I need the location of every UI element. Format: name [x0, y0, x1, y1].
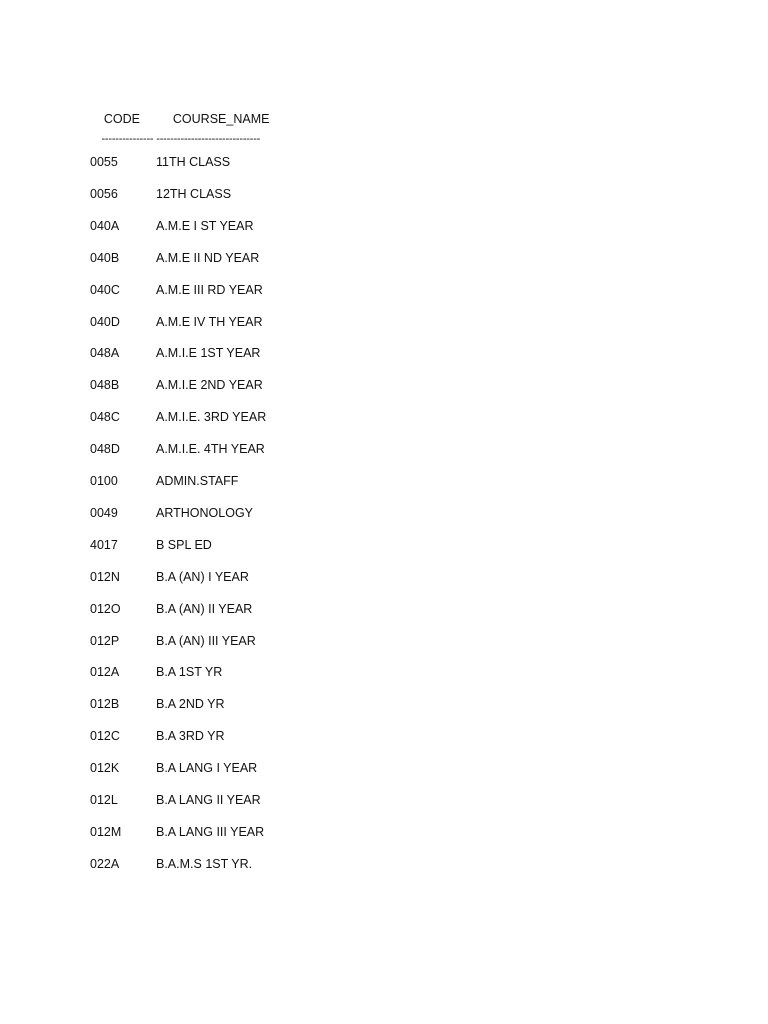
course-row	[90, 184, 231, 204]
course-row	[90, 280, 263, 300]
course-code: 0055	[90, 155, 118, 169]
course-code: 0056	[90, 186, 118, 201]
course-name: B.A LANG II YEAR	[156, 793, 261, 807]
course-name: A.M.E II ND YEAR	[156, 250, 260, 265]
course-row	[90, 503, 253, 523]
course-name: A.M.E IV TH YEAR	[156, 314, 263, 329]
course-code: 012O	[90, 601, 121, 616]
course-row	[90, 662, 222, 682]
course-row	[90, 375, 263, 395]
course-row	[90, 758, 257, 778]
course-name: A.M.I.E 1ST YEAR	[156, 346, 261, 361]
course-name: 11TH CLASS	[156, 155, 231, 169]
course-name: ARTHONOLOGY	[156, 505, 254, 520]
course-row	[90, 822, 264, 842]
course-code: 022A	[90, 856, 120, 871]
course-row	[90, 854, 252, 874]
course-row	[90, 631, 256, 651]
course-name: B.A 1ST YR	[156, 665, 223, 680]
course-code: 012M	[90, 824, 122, 839]
course-row	[90, 248, 259, 268]
course-row	[90, 407, 266, 427]
course-row	[90, 790, 261, 810]
course-code: 048C	[90, 410, 120, 425]
course-code: 012N	[90, 569, 120, 584]
course-row	[90, 599, 252, 619]
course-name: A.M.I.E 2ND YEAR	[156, 378, 263, 393]
course-name: B.A (AN) I YEAR	[156, 569, 249, 584]
course-name: B.A (AN) II YEAR	[156, 601, 253, 616]
course-code: 012L	[90, 793, 118, 807]
course-code: 048B	[90, 378, 120, 393]
header-row	[90, 89, 270, 126]
course-name: A.M.E III RD YEAR	[156, 282, 263, 297]
course-name: B SPL ED	[156, 537, 212, 552]
course-code: 040C	[90, 282, 120, 297]
course-name: B.A 2ND YR	[156, 697, 225, 712]
code-separator-dashes: ---------------	[101, 133, 154, 145]
course-code: 048A	[90, 346, 120, 361]
course-code: 012C	[90, 729, 120, 744]
course-code: 0049	[90, 505, 118, 520]
course-name: A.M.I.E. 4TH YEAR	[156, 442, 265, 457]
course-name-column-header: COURSE_NAME	[172, 112, 270, 126]
course-row	[90, 312, 263, 332]
course-code: 040A	[90, 218, 120, 233]
course-name: B.A LANG I YEAR	[156, 761, 258, 776]
course-code: 040B	[90, 250, 120, 265]
course-code: 012K	[90, 761, 120, 776]
course-row	[90, 694, 225, 714]
code-column-header: CODE	[103, 112, 141, 126]
course-code: 012P	[90, 633, 120, 648]
course-code: 048D	[90, 442, 120, 457]
course-row	[90, 726, 225, 746]
course-name: ADMIN.STAFF	[156, 474, 239, 488]
course-row	[90, 535, 212, 555]
course-name: A.M.I.E. 3RD YEAR	[156, 410, 267, 425]
course-code: 040D	[90, 314, 120, 329]
course-code: 4017	[90, 537, 118, 552]
course-name: B.A.M.S 1ST YR.	[156, 856, 253, 871]
course-code: 012B	[90, 697, 120, 712]
course-code: 012A	[90, 665, 120, 680]
course-name: B.A (AN) III YEAR	[156, 633, 256, 648]
course-row	[90, 343, 260, 363]
course-row	[90, 216, 254, 236]
course-name: A.M.E I ST YEAR	[156, 218, 254, 233]
course-name: B.A LANG III YEAR	[156, 824, 265, 839]
course-name: 12TH CLASS	[156, 186, 232, 201]
course-row	[90, 567, 249, 587]
name-separator-dashes: ------------------------------	[156, 133, 261, 145]
course-row	[90, 471, 238, 491]
course-row	[90, 152, 230, 172]
course-code: 0100	[90, 474, 118, 488]
course-row	[90, 439, 265, 459]
course-name: B.A 3RD YR	[156, 729, 225, 744]
